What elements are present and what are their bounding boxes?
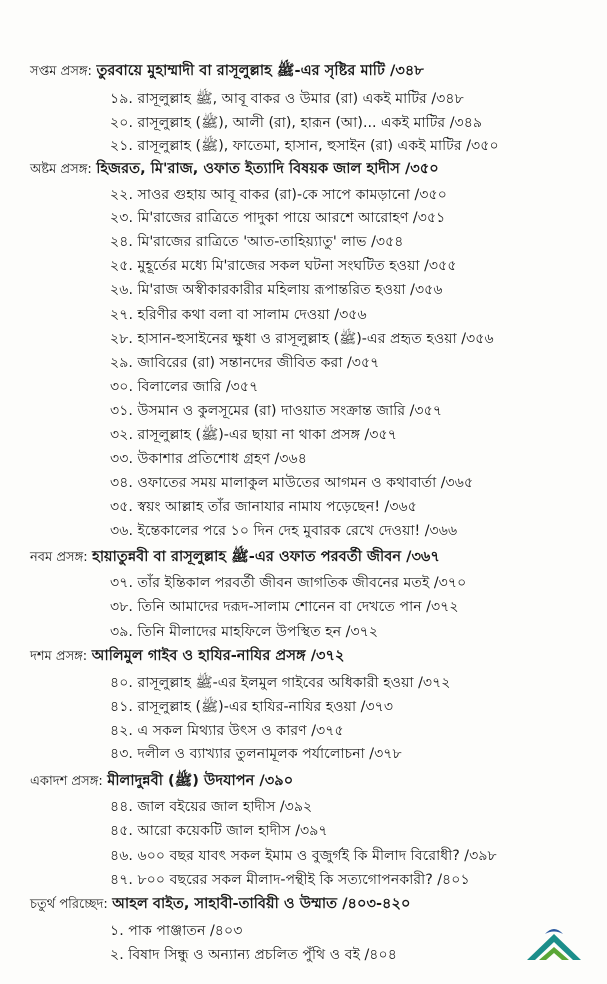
- section-title: তুরবায়ে মুহাম্মাদী বা রাসূলুল্লাহ ﷺ-এর সৃষ্টির মাটি /৩৪৮: [96, 62, 424, 79]
- toc-item[interactable]: [110, 521, 457, 541]
- item-text: রাসূলুল্লাহ (ﷺ)-এর ছায়া না থাকা প্রসঙ্গ /৩৫৭: [137, 427, 397, 443]
- toc-item[interactable]: [110, 136, 499, 156]
- toc-item[interactable]: [110, 89, 464, 109]
- toc-item[interactable]: [110, 113, 482, 133]
- item-text: রাসূলুল্লাহ (ﷺ)-এর হাযির-নাযির হওয়া /৩৭৩: [137, 699, 394, 715]
- section-title: মীলাদুন্নবী (ﷺ) উদযাপন /৩৯০: [107, 772, 294, 789]
- section-label: অষ্টম প্রসঙ্গ:: [30, 162, 92, 177]
- item-text: সাওর গুহায় আবূ বাকর (রা)-কে সাপে কামড়ানো /৩৫০: [137, 187, 447, 203]
- toc-item[interactable]: [110, 797, 312, 817]
- item-number: ১.: [110, 923, 124, 939]
- item-text: ৬০০ বছর যাবৎ সকল ইমাম ও বুজুর্গই কি মীলাদ বিরোধী? /৩৯৮: [137, 848, 497, 864]
- toc-item[interactable]: [110, 401, 442, 421]
- item-text: রাসূলুল্লাহ (ﷺ), আলী (রা), হারূন (আ)... একই মাটির /৩৪৯: [137, 115, 483, 131]
- item-text: স্বয়ং আল্লাহ তাঁর জানাযার নামায পড়েছেন! /৩৬৫: [137, 499, 417, 515]
- toc-item[interactable]: [110, 945, 397, 965]
- toc-item[interactable]: [110, 744, 402, 764]
- item-number: ৩৮.: [110, 599, 133, 615]
- toc-item[interactable]: [110, 821, 328, 841]
- item-number: ৪০.: [110, 675, 133, 691]
- item-text: রাসূলুল্লাহ ﷺ-এর ইলমুল গাইবের অধিকারী হওয়া /৩৭২: [137, 675, 451, 691]
- toc-section-heading[interactable]: [30, 894, 410, 915]
- toc-item[interactable]: [110, 497, 417, 517]
- item-text: জাবিরের (রা) সন্তানদের জীবিত করা /৩৫৭: [137, 355, 380, 371]
- toc-item[interactable]: [110, 721, 344, 741]
- section-title: হায়াতুন্নবী বা রাসূলুল্লাহ ﷺ-এর ওফাত পরবর্তী জীবন /৩৬৭: [92, 548, 440, 565]
- toc-item[interactable]: [110, 697, 393, 717]
- toc-item[interactable]: [110, 921, 242, 941]
- item-text: হরিণীর কথা বলা বা সালাম দেওয়া /৩৫৬: [137, 307, 367, 323]
- item-text: ইন্তেকালের পরে ১০ দিন দেহ মুবারক রেখে দেওয়া! /৩৬৬: [137, 523, 458, 539]
- toc-item[interactable]: [110, 449, 307, 469]
- item-text: মি'রাজের রাত্রিতে 'আত-তাহিয়্যাতু' লাভ /৩৫৪: [137, 234, 404, 250]
- toc-item[interactable]: [110, 256, 457, 276]
- item-number: ৩০.: [110, 379, 133, 395]
- toc-item[interactable]: [110, 846, 497, 866]
- item-number: ১৯.: [110, 91, 133, 107]
- toc-item[interactable]: [110, 870, 470, 890]
- item-text: উসমান ও কুলসূমের (রা) দাওয়াত সংক্রান্ত জারি /৩৫৭: [137, 403, 443, 419]
- section-label: সপ্তম প্রসঙ্গ:: [30, 64, 92, 79]
- publisher-logo: [523, 920, 585, 964]
- toc-item[interactable]: [110, 622, 378, 642]
- item-number: ৪৫.: [110, 823, 133, 839]
- item-text: দলীল ও ব্যাখ্যার তুলনামূলক পর্যালোচনা /৩৭৮: [137, 746, 402, 762]
- toc-item[interactable]: [110, 208, 445, 228]
- item-number: ২৫.: [110, 258, 133, 274]
- item-text: তাঁর ইন্তিকাল পরবর্তী জীবন জাগতিক জীবনের মতই /৩৭০: [137, 575, 467, 591]
- item-number: ৩৭.: [110, 575, 133, 591]
- toc-item[interactable]: [110, 232, 404, 252]
- item-number: ২৪.: [110, 234, 133, 250]
- toc-item[interactable]: [110, 573, 466, 593]
- item-number: ৩৯.: [110, 624, 133, 640]
- item-text: রাসূলুল্লাহ ﷺ, আবূ বাকর ও উমার (রা) একই মাটির /৩৪৮: [137, 91, 464, 107]
- item-number: ৩১.: [110, 403, 133, 419]
- item-number: ৩৬.: [110, 523, 133, 539]
- item-text: তিনি মীলাদের মাহফিলে উপস্থিত হন /৩৭২: [137, 624, 379, 640]
- item-number: ৩৪.: [110, 475, 133, 491]
- item-number: ৪২.: [110, 723, 133, 739]
- item-number: ৪৩.: [110, 746, 133, 762]
- item-number: ৩৫.: [110, 499, 133, 515]
- item-number: ৩২.: [110, 427, 133, 443]
- toc-section-heading[interactable]: [30, 771, 293, 792]
- item-text: মুহূর্তের মধ্যে মি'রাজের সকল ঘটনা সংঘটিত হওয়া /৩৫৫: [137, 258, 457, 274]
- item-text: ওফাতের সময় মালাকুল মাউতের আগমন ও কথাবার্তা /৩৬৫: [137, 475, 474, 491]
- item-text: মি'রাজের রাত্রিতে পাদুকা পায়ে আরশে আরোহণ /৩৫১: [137, 210, 446, 226]
- item-text: ৮০০ বছরের সকল মীলাদ-পন্থীই কি সত্যগোপনকারী? /৪০১: [137, 872, 470, 888]
- section-title: আলিমুল গাইব ও হাযির-নাযির প্রসঙ্গ /৩৭২: [91, 647, 345, 664]
- item-number: ৪৪.: [110, 799, 133, 815]
- item-number: ৪৬.: [110, 848, 133, 864]
- toc-section-heading[interactable]: [30, 547, 440, 568]
- toc-item[interactable]: [110, 185, 447, 205]
- item-text: পাক পাঞ্জাতন /৪০৩: [128, 923, 243, 939]
- item-text: মি'রাজ অস্বীকারকারীর মহিলায় রূপান্তরিত হওয়া /৩৫৬: [137, 282, 443, 298]
- item-number: ২২.: [110, 187, 133, 203]
- item-number: ৩৩.: [110, 451, 133, 467]
- item-text: উকাশার প্রতিশোধ গ্রহণ /৩৬৪: [137, 451, 307, 467]
- toc-item[interactable]: [110, 473, 473, 493]
- section-label: নবম প্রসঙ্গ:: [30, 550, 88, 565]
- toc-item[interactable]: [110, 673, 451, 693]
- toc-section-heading[interactable]: [30, 646, 345, 667]
- item-number: ৪১.: [110, 699, 133, 715]
- section-label: একাদশ প্রসঙ্গ:: [30, 774, 103, 789]
- item-text: আরো কয়েকটি জাল হাদীস /৩৯৭: [137, 823, 328, 839]
- item-text: জাল বইয়ের জাল হাদীস /৩৯২: [137, 799, 313, 815]
- toc-item[interactable]: [110, 353, 379, 373]
- section-label: চতুর্থ পরিচ্ছেদ:: [30, 897, 108, 912]
- toc-item[interactable]: [110, 377, 258, 397]
- item-number: ৪৭.: [110, 872, 133, 888]
- item-text: রাসূলুল্লাহ (ﷺ), ফাতেমা, হাসান, হুসাইন (রা) একই মাটির /৩৫০: [137, 138, 499, 154]
- section-title: আহল বাইত, সাহাবী-তাবিয়ী ও উম্মাত /৪০৩-৪২০: [112, 895, 411, 912]
- item-text: এ সকল মিথ্যার উৎস ও কারণ /৩৭৫: [137, 723, 344, 739]
- toc-item[interactable]: [110, 425, 397, 445]
- section-label: দশম প্রসঙ্গ:: [30, 649, 88, 664]
- item-number: ২০.: [110, 115, 133, 131]
- item-text: বিষাদ সিন্ধু ও অন্যান্য প্রচলিত পুঁথি ও বই /৪০৪: [128, 947, 397, 963]
- toc-section-heading[interactable]: [30, 159, 439, 180]
- toc-item[interactable]: [110, 280, 443, 300]
- item-number: ২১.: [110, 138, 133, 154]
- item-number: ২৮.: [110, 331, 133, 347]
- section-title: হিজরত, মি'রাজ, ওফাত ইত্যাদি বিষয়ক জাল হাদীস /৩৫০: [96, 160, 439, 177]
- toc-item[interactable]: [110, 305, 367, 325]
- toc-item[interactable]: [110, 597, 459, 617]
- item-text: তিনি আমাদের দরূদ-সালাম শোনেন বা দেখতে পান /৩৭২: [137, 599, 459, 615]
- item-text: হাসান-হুসাইনের ক্ষুধা ও রাসূলুল্লাহ (ﷺ)-এর প্রহৃত হওয়া /৩৫৬: [137, 331, 494, 347]
- item-number: ২৬.: [110, 282, 133, 298]
- item-number: ২৩.: [110, 210, 133, 226]
- logo-arc-shape: [545, 929, 563, 934]
- item-number: ২৭.: [110, 307, 133, 323]
- item-number: ২.: [110, 947, 124, 963]
- item-number: ২৯.: [110, 355, 133, 371]
- toc-item[interactable]: [110, 329, 494, 349]
- item-text: বিলালের জারি /৩৫৭: [137, 379, 259, 395]
- toc-section-heading[interactable]: [30, 61, 424, 82]
